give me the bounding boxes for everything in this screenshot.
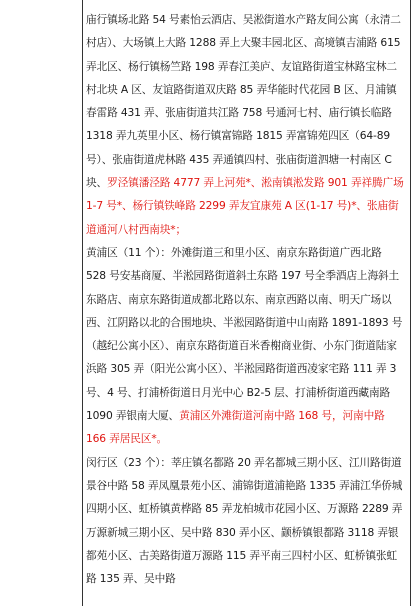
paragraph-huangpu: [86, 241, 404, 451]
paragraph-baoshan: [86, 8, 404, 241]
table-border-right: [410, 0, 411, 606]
text-run-highlighted: 罗泾镇潘泾路 4777 弄上河苑*、淞南镇淞发路 901 弄祥腾广场 1-7 号*、杨行镇铁峰路 2299 弄友宜康苑 A 区(1-17 号)*、张庙街道通河八村西南块*；: [86, 176, 404, 236]
text-run-highlighted: 黄浦区外滩街道河南中路 168 号，河南中路 166 弄居民区*。: [86, 409, 385, 446]
document-cell: [86, 8, 404, 590]
text-run: 庙行镇场北路 54 号素怡云酒店、吴淞街道水产路友间公寓（永清二村店）、大场镇上大路 1288 弄上大聚丰园北区、高境镇吉浦路 615 弄北区、杨行镇杨竺路 198 弄春江美庐、友谊路街道宝林路宝林二村北块 A 区、友谊路街道双庆路 85 弄华能时代花园 B 区、月浦镇春雷路 431 弄、张庙街道共江路 758 号通河七村、庙行镇长临路 1318 弄九英里小区、杨行镇富锦路 1815 弄富锦苑四区（64-89 号）、张庙街道虎林路 435 弄通镇四村、张庙街道泗塘一村南区 C 块、: [86, 13, 401, 190]
text-run: 闵行区（23 个）：莘庄镇名都路 20 弄名都城三期小区、江川路街道景谷中路 58 弄凤凰景苑小区、浦锦街道浦艳路 1335 弄浦江华侨城四期小区、虹桥镇黄桦路 85 弄龙柏城市花园小区、万源路 2289 弄万源新城三期小区、吴中路 830 弄小区、颛桥镇银都路 3118 弄银都苑小区、古美路街道万源路 115 弄平南三四村小区、虹桥镇张虹路 135 弄、吴中路: [86, 455, 403, 586]
paragraph-minhang: [86, 451, 404, 591]
text-run: 黄浦区（11 个）：外滩街道三和里小区、南京东路街道广西北路 528 号安基商厦、半淞园路街道斜土东路 197 号全季酒店上海斜土东路店、南京东路街道成都北路以东、南京西路以南、明天广场以西、江阴路以北的合围地块、半淞园路街道中山南路 1891-1893 号（越纪公寓小区）、南京东路街道百米香榭商业街、小东门街道陆家浜路 305 弄（阳光公寓小区）、半淞园路街道西凌家宅路 111 弄 3 号、4 号、打浦桥街道日月光中心 B2-5 层、打浦桥街道西藏南路 1090 弄银南大厦、: [86, 245, 403, 423]
table-border-left: [82, 0, 83, 606]
